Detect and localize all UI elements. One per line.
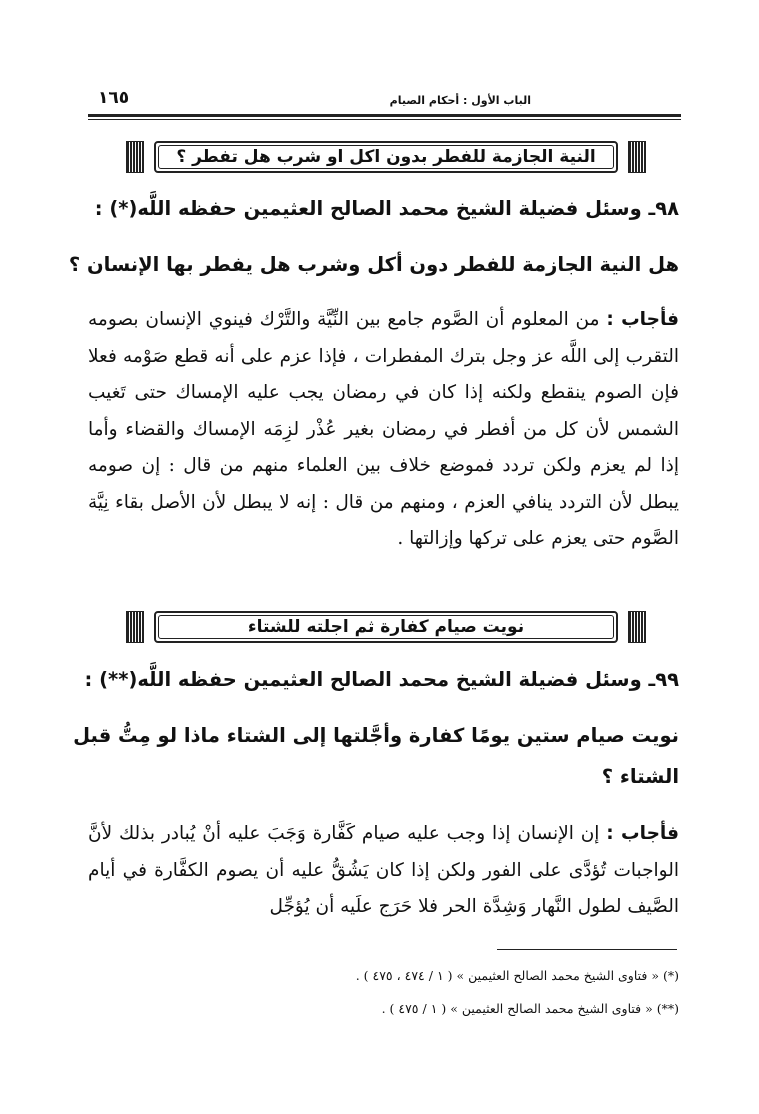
section-banner-99	[126, 611, 646, 643]
answer-label: فأجاب :	[606, 823, 679, 844]
page-number: ١٦٥	[98, 88, 130, 108]
footnote-separator	[497, 949, 677, 950]
banner-ornament-left	[126, 611, 144, 643]
footnote-1: (*) « فتاوى الشيخ محمد الصالح العثيمين » ( ١ / ٤٧٤ ، ٤٧٥ ) .	[355, 968, 679, 983]
banner-title: النية الجازمة للفطر بدون اكل او شرب هل تفطر ؟	[170, 147, 601, 167]
answer-label: فأجاب :	[606, 309, 679, 330]
answer-paragraph-98	[88, 302, 679, 558]
running-header	[88, 88, 681, 110]
banner-ornament-right	[628, 611, 646, 643]
question-intro-98: ٩٨ـ وسئل فضيلة الشيخ محمد الصالح العثيمين حفظه اللَّه(*) :	[94, 197, 679, 220]
question-text-99-line1: نويت صيام ستين يومًا كفارة وأجَّلتها إلى الشتاء ماذا لو مِتُّ قبل	[73, 724, 679, 747]
answer-text: إن الإنسان إذا وجب عليه صيام كَفَّارة وَجَبَ عليه أنْ يُبادر بذلك لأنَّ الواجبات تُؤدَّى على الفور ولكن إذا كان يَشُقُّ عليه أن يصوم الكفَّارة في أيام الصَّيف لطول النَّهار وَشِدَّة الحر فلا حَرَج علَيه أن يُؤجِّل	[88, 823, 679, 917]
footnote-2: (**) « فتاوى الشيخ محمد الصالح العثيمين » ( ١ / ٤٧٥ ) .	[381, 1001, 679, 1016]
question-text-98: هل النية الجازمة للفطر دون أكل وشرب هل يفطر بها الإنسان ؟	[68, 253, 679, 276]
running-title: الباب الأول : أحكام الصيام	[389, 94, 531, 107]
answer-text: من المعلوم أن الصَّوم جامع بين النِّيَّة والتَّرْك فينوي الإنسان بصومه التقرب إلى اللَّه عز وجل بترك المفطرات ، فإذا عزم على أنه قطع صَوْمه فعلا فإن الصوم ينقطع ولكنه إذا كان في رمضان يجب عليه الإمساك حتى تَغيب الشمس لأن كل من أفطر في رمضان بغير عُذْر لزِمَه الإمساك والقضاء وأما إذا لم يعزم ولكن تردد فموضع خلاف بين العلماء منهم من قال : إن صومه يبطل لأن التردد ينافي العزم ، ومنهم من قال : إنه لا يبطل لأن الأصل بقاء نِيَّة الصَّوم حتى يعزم على تركها وإزالتها .	[88, 309, 679, 549]
banner-ornament-left	[126, 141, 144, 173]
banner-ornament-right	[628, 141, 646, 173]
answer-paragraph-99	[88, 816, 679, 926]
header-rule	[88, 114, 681, 117]
banner-frame	[154, 141, 618, 173]
banner-frame	[154, 611, 618, 643]
banner-title: نويت صيام كفارة ثم اجلته للشتاء	[242, 617, 530, 637]
question-intro-99: ٩٩ـ وسئل فضيلة الشيخ محمد الصالح العثيمين حفظه اللَّه(**) :	[84, 668, 679, 691]
section-banner-98	[126, 141, 646, 173]
question-text-99-line2: الشتاء ؟	[601, 765, 679, 788]
header-rule-thin	[88, 119, 681, 120]
